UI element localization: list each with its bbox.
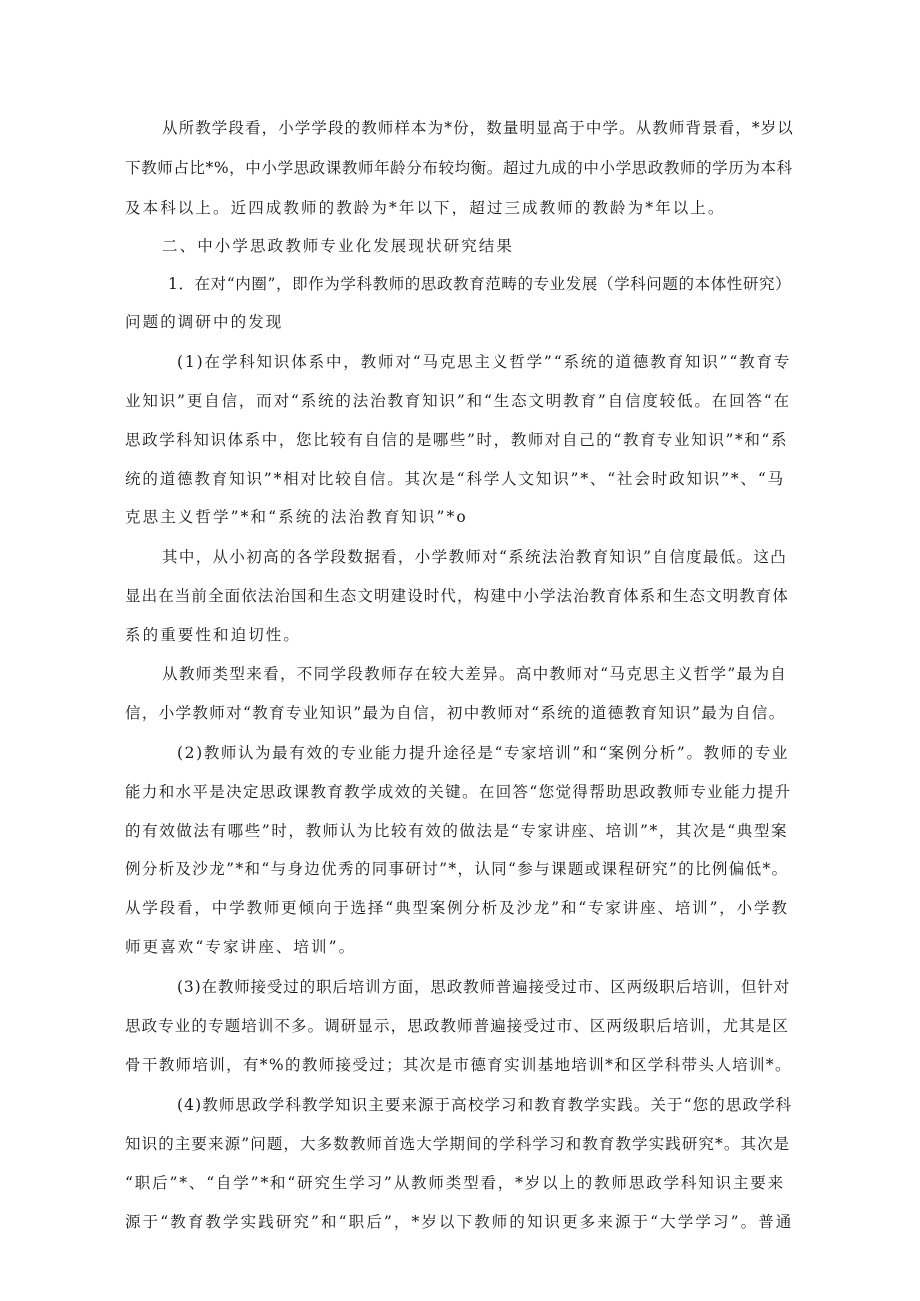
paragraph-line: “职后”*、“自学”*和“研究生学习”从教师类型看，*岁以上的教师思政学科知识主要来 (125, 1174, 785, 1192)
paragraph-line: (1)在学科知识体系中，教师对“马克思主义哲学”“系统的道德教育知识”“教育专 (177, 353, 792, 371)
paragraph-line: 信，小学教师对“教育专业知识”最为自信，初中教师对“系统的道德教育知识”最为自信。 (125, 704, 786, 722)
paragraph-line: 能力和水平是决定思政课教育教学成效的关键。在回答“您觉得帮助思政教师专业能力提升 (125, 783, 792, 801)
paragraph-line: (3)在教师接受过的职后培训方面，思政教师普遍接受过市、区两级职后培训，但针对 (177, 978, 791, 996)
paragraph-line: 系的重要性和迫切性。 (125, 626, 302, 644)
paragraph-line: 师更喜欢“专家讲座、培训”。 (125, 938, 357, 956)
paragraph-line: 的有效做法有哪些”时，教师认为比较有效的做法是“专家讲座、培训”*，其次是“典型案 (125, 822, 789, 840)
paragraph-line: (4)教师思政学科教学知识主要来源于高校学习和教育教学实践。关于“您的思政学科 (177, 1096, 793, 1114)
paragraph-line: 知识的主要来源”问题，大多数教师首选大学期间的学科学习和教育教学实践研究*。其次是 (125, 1135, 791, 1153)
subsection-heading: 问题的调研中的发现 (125, 313, 284, 331)
paragraph-line: 从学段看，中学教师更倾向于选择“典型案例分析及沙龙”和“专家讲座、培训”，小学教 (125, 899, 789, 917)
paragraph-line: 及本科以上。近四成教师的教龄为*年以下，超过三成教师的教龄为*年以上。 (125, 199, 726, 217)
paragraph-line: 其中，从小初高的各学段数据看，小学教师对“系统法治教育知识”自信度最低。这凸 (162, 548, 788, 566)
paragraph-line: 业知识”更自信，而对“系统的法治教育知识”和“生态文明教育”自信度较低。在回答“在 (125, 392, 791, 410)
paragraph-line: 例分析及沙龙”*和“与身边优秀的同事研讨”*，认同“参与课题或课程研究”的比例偏低*。 (125, 860, 789, 878)
paragraph-line: 骨干教师培训，有*%的教师接受过；其次是市德育实训基地培训*和区学科带头人培训*。 (125, 1056, 792, 1074)
paragraph-line: 下教师占比*%，中小学思政课教师年龄分布较均衡。超过九成的中小学思政教师的学历为本科 (125, 159, 793, 177)
section-heading: 二、中小学思政教师专业化发展现状研究结果 (162, 237, 515, 255)
paragraph-line: 源于“教育教学实践研究”和“职后”，*岁以下教师的知识更多来源于“大学学习”。普通 (125, 1213, 794, 1231)
paragraph-line: 统的道德教育知识”*相对比较自信。其次是“科学人文知识”*、“社会时政知识”*、“马 (125, 470, 785, 488)
paragraph-line: 显出在当前全面依法治国和生态文明建设时代，构建中小学法治教育体系和生态文明教育体 (125, 587, 790, 605)
paragraph-line: 思政学科知识体系中，您比较有自信的是哪些”时，教师对自己的“教育专业知识”*和“系 (125, 431, 789, 449)
paragraph-line: 思政专业的专题培训不多。调研显示，思政教师普遍接受过市、区两级职后培训，尤其是区 (125, 1017, 790, 1035)
paragraph-line: 克思主义哲学”*和“系统的法治教育知识”*o (125, 508, 468, 526)
paragraph-line: 从所教学段看，小学学段的教师样本为*份，数量明显高于中学。从教师背景看，*岁以 (162, 119, 794, 137)
paragraph-line: (2)教师认为最有效的专业能力提升途径是“专家培训”和“案例分析”。教师的专业 (177, 744, 790, 762)
paragraph-line: 从教师类型来看，不同学段教师存在较大差异。高中教师对“马克思主义哲学”最为自 (162, 665, 788, 683)
subsection-heading: 1．在对“内圈”，即作为学科教师的思政教育范畴的专业发展（学科问题的本体性研究） (168, 275, 792, 293)
